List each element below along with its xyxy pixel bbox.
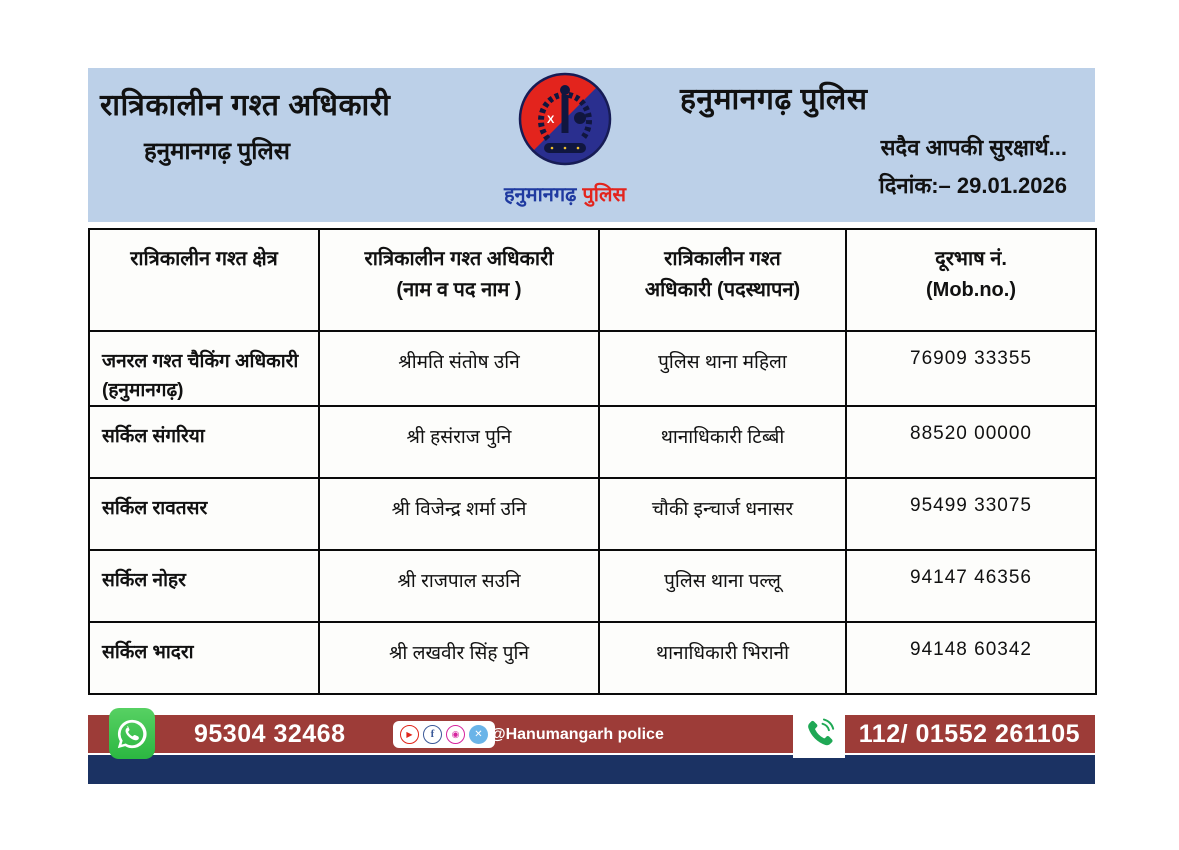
table-row: [89, 406, 1096, 478]
mobile-cell: 76909 33355: [846, 331, 1096, 406]
area-cell: जनरल गश्त चैकिंग अधिकारी (हनुमानगढ़): [89, 331, 319, 406]
header-panel: [88, 68, 1095, 222]
whatsapp-icon: [109, 708, 155, 759]
date-line: दिनांक:– 29.01.2026: [879, 173, 1067, 198]
svg-text:X: X: [547, 114, 555, 126]
posting-cell: चौकी इन्चार्ज धनासर: [599, 478, 846, 550]
mobile-cell: 88520 00000: [846, 406, 1096, 478]
officer-cell: श्री विजेन्द्र शर्मा उनि: [319, 478, 599, 550]
social-icons-box: [393, 721, 495, 748]
header-left-block: [88, 68, 460, 222]
table-row: [89, 550, 1096, 622]
table-row: [89, 622, 1096, 694]
officer-cell: श्री लखवीर सिंह पुनि: [319, 622, 599, 694]
posting-cell: पुलिस थाना पल्लू: [599, 550, 846, 622]
area-cell: सर्किल भादरा: [89, 622, 319, 694]
col-header-area: [89, 229, 319, 331]
logo-caption-police: पुलिस: [582, 184, 627, 206]
posting-cell: थानाधिकारी टिब्बी: [599, 406, 846, 478]
table-row: [89, 331, 1096, 406]
mobile-cell: 94148 60342: [846, 622, 1096, 694]
logo-caption-city: हनुमानगढ़: [503, 184, 577, 206]
area-cell: सर्किल रावतसर: [89, 478, 319, 550]
header-right-block: [670, 68, 1095, 222]
phone-icon: [793, 708, 845, 758]
facebook-icon: f: [423, 725, 442, 744]
org-tagline: सदैव आपकी सुरक्षार्थ...: [880, 135, 1067, 160]
mobile-cell: 94147 46356: [846, 550, 1096, 622]
police-emblem-icon: [517, 71, 613, 167]
logo-caption: [504, 180, 626, 207]
whatsapp-number: 95304 32468: [194, 720, 346, 748]
patrol-roster-table: [88, 228, 1097, 695]
bottom-navy-bar: [88, 755, 1095, 784]
youtube-icon: ▶: [400, 725, 419, 744]
col-header-officer-line1: रात्रिकालीन गश्त अधिकारी: [364, 248, 554, 270]
emergency-numbers: 112/ 01552 261105: [858, 720, 1080, 748]
social-handle: @Hanumangarh police: [490, 726, 664, 743]
col-header-officer-line2: (नाम व पद नाम ): [396, 279, 522, 301]
table-row: [89, 478, 1096, 550]
header-logo-block: [460, 68, 670, 222]
area-cell: सर्किल संगरिया: [89, 406, 319, 478]
contact-bar: [88, 715, 1095, 753]
col-header-mobile: [846, 229, 1096, 331]
posting-cell: पुलिस थाना महिला: [599, 331, 846, 406]
page-title: रात्रिकालीन गश्त अधिकारी: [100, 89, 391, 122]
col-header-posting-line1: रात्रिकालीन गश्त: [664, 248, 781, 270]
col-header-posting-line2: अधिकारी (पदस्थापन): [644, 279, 801, 301]
officer-cell: श्री राजपाल सउनि: [319, 550, 599, 622]
officer-cell: श्रीमति संतोष उनि: [319, 331, 599, 406]
area-cell: सर्किल नोहर: [89, 550, 319, 622]
mobile-cell: 95499 33075: [846, 478, 1096, 550]
org-title: हनुमानगढ़ पुलिस: [680, 83, 868, 116]
col-header-mobile-line1: दूरभाष नं.: [935, 248, 1007, 270]
instagram-icon: ◉: [446, 725, 465, 744]
table-header-row: [89, 229, 1096, 331]
col-header-area-line1: रात्रिकालीन गश्त क्षेत्र: [130, 248, 278, 270]
col-header-posting: [599, 229, 846, 331]
officer-cell: श्री हसंराज पुनि: [319, 406, 599, 478]
posting-cell: थानाधिकारी भिरानी: [599, 622, 846, 694]
col-header-officer: [319, 229, 599, 331]
page-subtitle: हनुमानगढ़ पुलिस: [144, 138, 290, 165]
col-header-mobile-line2: (Mob.no.): [926, 279, 1016, 301]
x-twitter-icon: ✕: [469, 725, 488, 744]
notice-content: [88, 68, 1095, 784]
